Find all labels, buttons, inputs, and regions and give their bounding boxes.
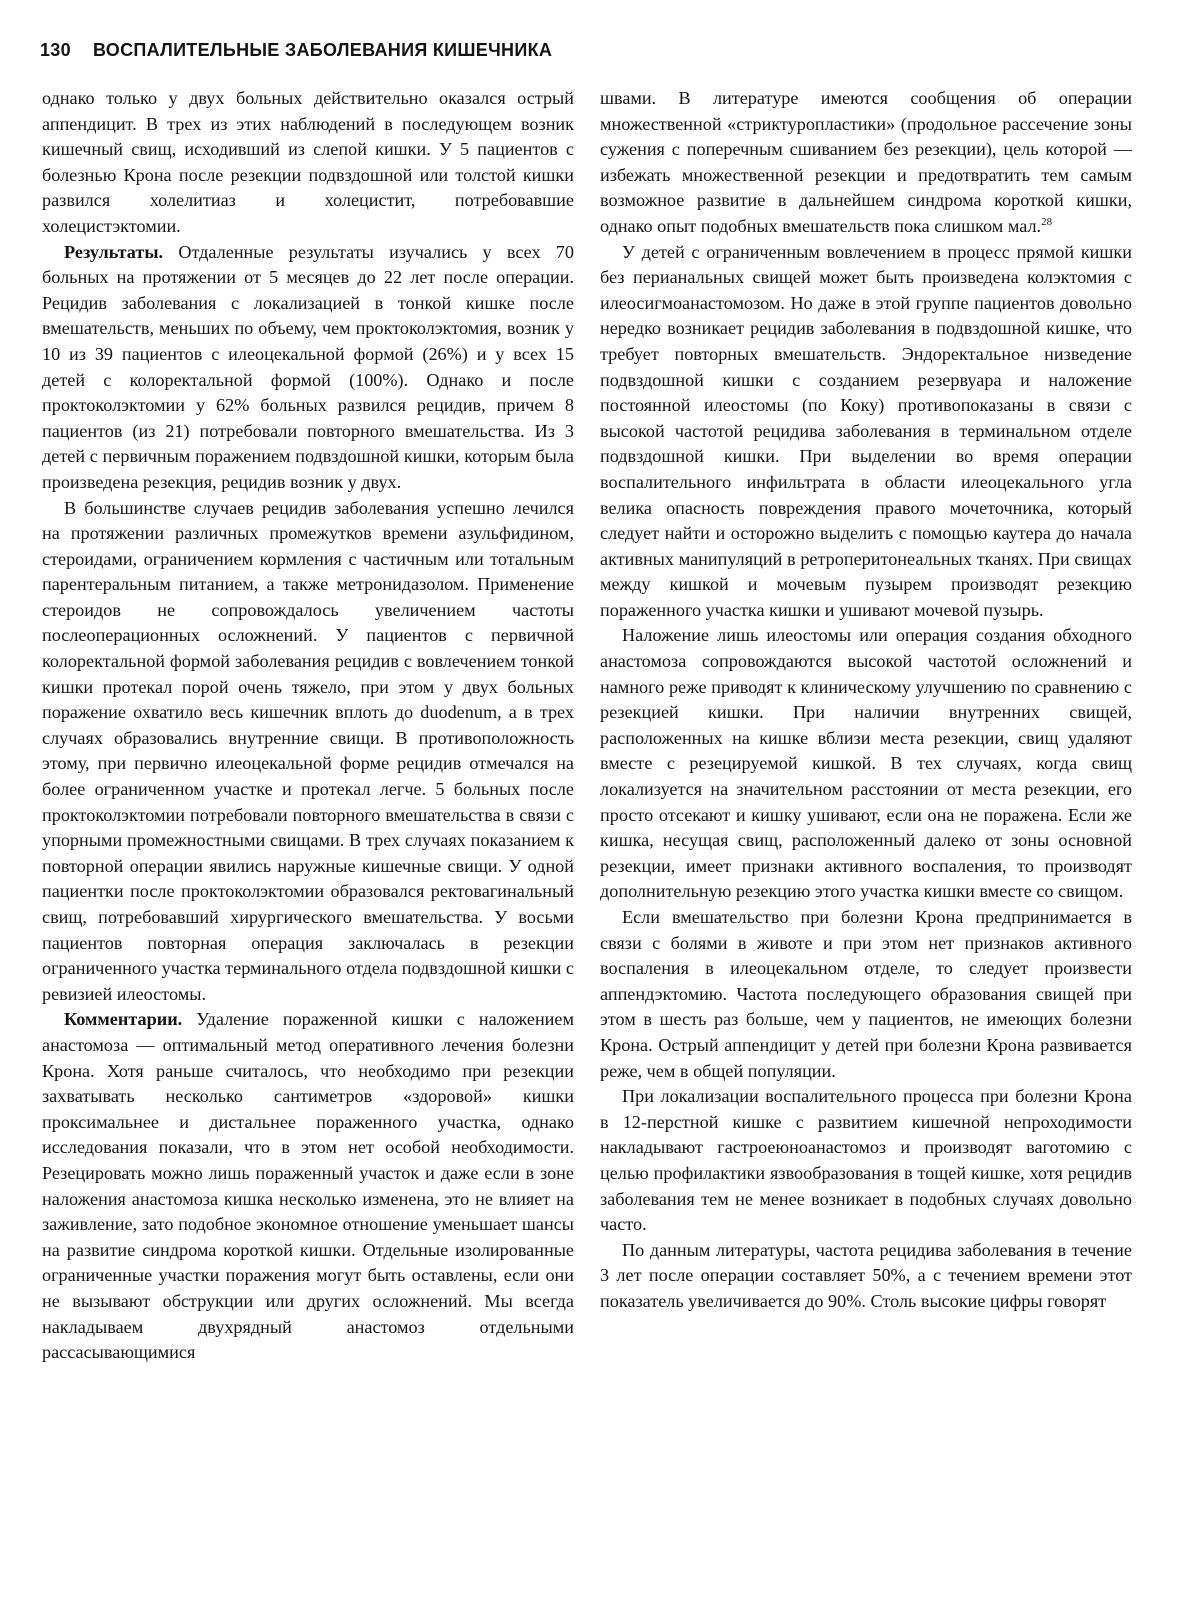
paragraph bbox=[600, 86, 1132, 240]
comments-text: Удаление пораженной кишки с наложением анастомоза — оптимальный метод оперативного лечения болезни Крона. Хотя раньше считалось, что необходимо при резекции захватывать несколько сантиметров «здоровой» кишки проксимальнее и дистальнее пораженного участка, однако исследования показали, что в этом нет особой необходимости. Резецировать можно лишь пораженный участок и даже если в зоне наложения анастомоза кишка несколько изменена, это не влияет на заживление, зато подобное экономное отношение уменьшает шансы на развитие синдрома короткой кишки. Отдельные изолированные ограниченные участки поражения могут быть оставлены, если они не вызывают обструкции или других осложнений. Мы всегда накладываем двухрядный анастомоз отдельными рассасывающимися bbox=[42, 1009, 574, 1363]
running-header bbox=[40, 40, 1150, 72]
paragraph: При локализации воспалительного процесса при болезни Крона в 12-перстной кишке с развитием кишечной непроходимости накладывают гастроеюноанастомоз и производят ваготомию с целью профилактики язвообразования в тощей кишке, хотя рецидив заболевания тем не менее возникает в подобных случаях довольно часто. bbox=[600, 1086, 1132, 1235]
right-column bbox=[600, 86, 1132, 1586]
paragraph: Наложение лишь илеостомы или операция создания обходного анастомоза сопровождаются высокой частотой осложнений и намного реже приводят к клиническому улучшению по сравнению с резекцией кишки. При наличии внутренних свищей, расположенных на кишке вблизи места резекции, свищ удаляют вместе с резецируемой кишкой. В тех случаях, когда свищ локализуется на значительном расстоянии от места резекции, его просто отсекают и кишку ушивают, если она не поражена. Если же кишка, несущая свищ, расположенный далеко от зоны основной резекции, имеет признаки активного воспаления, то производят дополнительную резекцию этого участка кишки вместе со свищом. bbox=[600, 625, 1132, 902]
comments-heading: Комментарии. bbox=[64, 1009, 183, 1030]
paragraph: В большинстве случаев рецидив заболевания успешно лечился на протяжении различных промежутков времени азульфидином, стероидами, ограничением кормления с частичным или тотальным парентеральным питанием, а также метронидазолом. Применение стероидов не сопровождалось увеличением частоты послеоперационных осложнений. У пациентов с первичной колоректальной формой заболевания рецидив с вовлечением тонкой кишки протекал порой очень тяжело, при этом у двух больных поражение охватило весь кишечник вплоть до duodenum, а в трех случаях образовались внутренние свищи. В противоположность этому, при первично илеоцекальной форме рецидив отмечался на более ограниченном участке и протекал легче. 5 больных после проктоколэктомии потребовали повторного вмешательства в связи с упорными промежностными свищами. В трех случаях показанием к повторной операции явились наружные кишечные свищи. У одной пациентки после проктоколэктомии образовался ректовагинальный свищ, потребовавший хирургического вмешательства. У восьми пациентов повторная операция заключалась в резекции ограниченного участка терминального отдела подвздошной кишки с ревизией илеостомы. bbox=[42, 497, 574, 1004]
paragraph: По данным литературы, частота рецидива заболевания в течение 3 лет после операции составляет 50%, а с течением времени этот показатель увеличивается до 90%. Столь высокие цифры говорят bbox=[600, 1239, 1132, 1311]
results-text: Отдаленные результаты изучались у всех 70 больных на протяжении от 5 месяцев до 22 лет после операции. Рецидив заболевания с локализацией в тонкой кишке после вмешательств, меньших по объему, чем проктоколэктомия, возник у 10 из 39 пациентов с илеоцекальной формой (26%) и у всех 15 детей с колоректальной формой (100%). Однако и после проктоколэктомии у 62% больных развился рецидив, причем 8 пациентов (из 21) потребовали повторного вмешательства. Из 3 детей с первичным поражением подвздошной кишки, которым была произведена резекция, рецидив возник у двух. bbox=[42, 241, 574, 492]
paragraph-results bbox=[42, 240, 574, 496]
paragraph-text: швами. В литературе имеются сообщения об операции множественной «стриктуропластики» (продольное рассечение зоны сужения с поперечным сшиванием без резекции), цель которой — избежать множественной резекции и предотвратить тем самым возможное развитие в дальнейшем синдрома короткой кишки, однако опыт подобных вмешательств пока слишком мал. bbox=[600, 88, 1132, 236]
paragraph-comments bbox=[42, 1007, 574, 1365]
paragraph: однако только у двух больных действительно оказался острый аппендицит. В трех из этих наблюдений в последующем возник кишечный свищ, исходивший из слепой кишки. У 5 пациентов с болезнью Крона после резекции подвздошной или толстой кишки развился холелитиаз и холецистит, потребовавшие холецистэктомии. bbox=[42, 88, 574, 236]
reference-superscript: 28 bbox=[1041, 215, 1053, 228]
paragraph: Если вмешательство при болезни Крона предпринимается в связи с болями в животе и при этом нет признаков активного воспаления в илеоцекальном отделе, то следует произвести аппендэктомию. Частота последующего образования свищей при этом в шесть раз больше, чем у пациентов, не имеющих болезни Крона. Острый аппендицит у детей при болезни Крона развивается реже, чем в общей популяции. bbox=[600, 907, 1132, 1081]
chapter-title: ВОСПАЛИТЕЛЬНЫЕ ЗАБОЛЕВАНИЯ КИШЕЧНИКА bbox=[92, 40, 553, 60]
paragraph: У детей с ограниченным вовлечением в процесс прямой кишки без перианальных свищей может быть произведена колэктомия с илеосигмоанастомозом. Но даже в этой группе пациентов довольно нередко возникает рецидив заболевания в подвздошной кишке, что требует повторных вмешательств. Эндоректальное низведение подвздошной кишки с созданием резервуара и наложение постоянной илеостомы (по Коку) противопоказаны в связи с высокой частотой рецидива заболевания в терминальном отделе подвздошной кишки. При выделении во время операции воспалительного инфильтрата в области илеоцекального угла велика опасность повреждения правого мочеточника, который следует найти и осторожно выделить с помощью каутера до начала активных манипуляций в ретроперитонеальных тканях. При свищах между кишкой и мочевым пузырем производят резекцию пораженного участка кишки и ушивают мочевой пузырь. bbox=[600, 241, 1132, 620]
left-column bbox=[42, 86, 574, 1586]
results-heading: Результаты. bbox=[64, 241, 164, 262]
page-number: 130 bbox=[40, 40, 71, 60]
